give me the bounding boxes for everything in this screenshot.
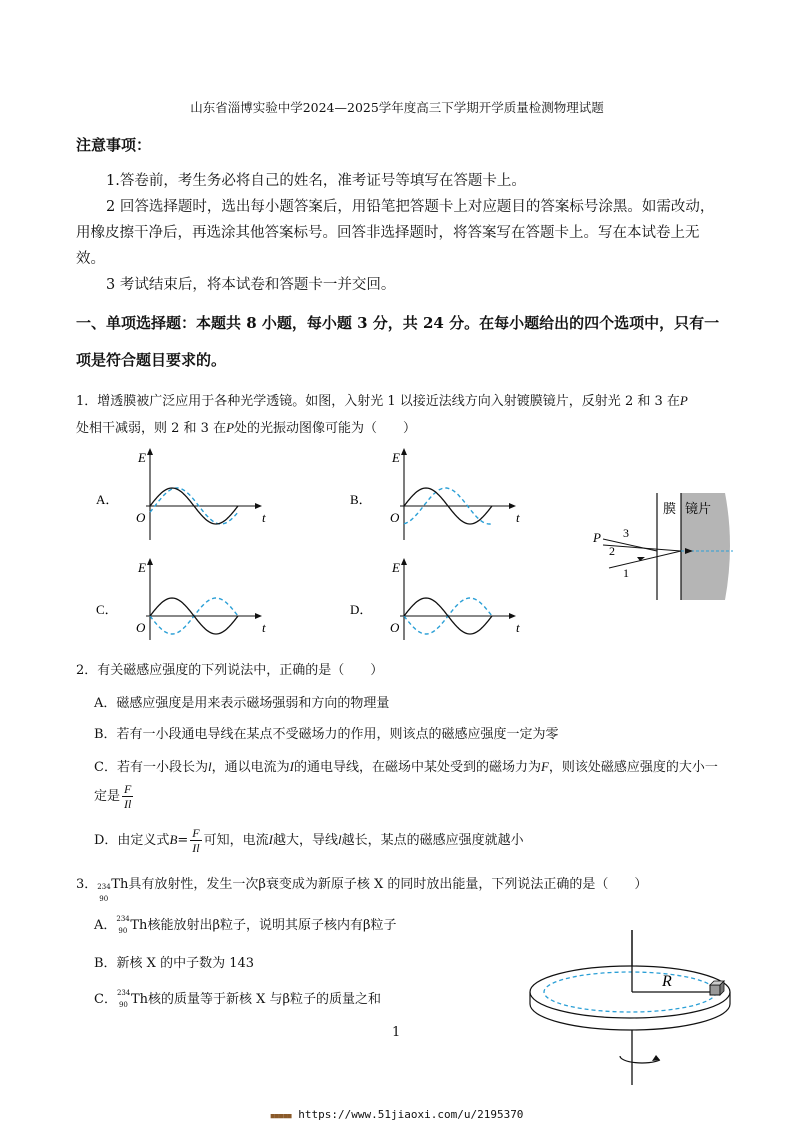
wave-graph-1	[350, 448, 520, 540]
notice-item-1: 1.答卷前，考生务必将自己的姓名，准考证号等填写在答题卡上。	[106, 173, 526, 189]
question-2-option-c: C．若有一小段长为l，通以电流为I的通电导线，在磁场中某处受到的磁场力为F，则该处磁感应强度的大小一定是 $\frac{F}{Il}$	[94, 759, 718, 811]
section-heading: 一、单项选择题：本题共 8 小题，每小题 3 分，共 24 分。在每小题给出的四个选项中，只有一项是符合题目要求的。	[76, 314, 720, 369]
axis-t-label: t	[262, 620, 266, 635]
notice-list	[76, 168, 716, 298]
ray-3-label: 3	[623, 526, 629, 540]
footer-url[interactable]: https://www.51jiaoxi.com/u/2195370	[298, 1108, 524, 1121]
question-3-option-c: C． 234 90 Th核的质量等于新核 X 与β粒子的质量之和	[94, 988, 382, 1009]
q1-wave-graphs	[0, 440, 560, 640]
notice-item-3: 3 考试结束后，将本试卷和答题卡一并交回。	[106, 277, 396, 293]
question-3-option-b: B．新核 X 的中子数为 143	[94, 956, 255, 971]
axis-t-label: t	[516, 620, 520, 635]
origin-label: O	[136, 510, 146, 525]
page-title: 山东省淄博实验中学2024—2025学年度高三下学期开学质量检测物理试题	[190, 100, 604, 115]
small-block	[710, 981, 724, 995]
turntable-diagram	[520, 930, 740, 1090]
wave-option-label: B．	[350, 492, 372, 507]
wave-graph-2	[96, 558, 266, 640]
axis-e-label: E	[392, 560, 400, 575]
origin-label: O	[390, 620, 400, 635]
isotope-th: 234 90	[97, 882, 111, 903]
question-2-stem: 2．有关磁感应强度的下列说法中，正确的是（ ）	[76, 663, 384, 678]
axis-e-label: E	[392, 450, 400, 465]
membrane-label: 膜	[663, 501, 677, 516]
notice-heading: 注意事项：	[76, 136, 152, 154]
fraction-f-over-il: $\frac{F}{Il}$	[124, 782, 132, 811]
question-3-stem: 3． 234 90 Th具有放射性，发生一次β衰变成为新原子核 X 的同时放出能量，下列说法正确的是（ ）	[76, 877, 648, 903]
question-3-option-a: A． 234 90 Th核能放射出β粒子，说明其原子核内有β粒子	[94, 914, 397, 935]
wave-option-label: D．	[350, 602, 373, 617]
axis-t-label: t	[516, 510, 520, 525]
q1-lens-diagram	[585, 485, 735, 605]
wave-option-label: A．	[96, 492, 119, 507]
footer	[0, 1108, 794, 1121]
footer-tag: ■■■■■	[270, 1112, 292, 1120]
origin-label: O	[390, 510, 400, 525]
ray-2-label: 2	[609, 544, 615, 558]
ray-1	[609, 551, 681, 568]
page-number: 1	[392, 1025, 401, 1040]
question-1-stem: 1．增透膜被广泛应用于各种光学透镜。如图，入射光 1 以接近法线方向入射镀膜镜片，反射光 2 和 3 在P 处相干减弱，则 2 和 3 在P处的光振动图像可能为（ ）	[76, 393, 688, 436]
axis-e-label: E	[138, 560, 146, 575]
wave-graph-0	[96, 448, 266, 540]
radius-label: R	[662, 973, 672, 990]
question-2-option-a: A．磁感应强度是用来表示磁场强弱和方向的物理量	[94, 696, 390, 711]
wave-graph-3	[350, 558, 520, 640]
fraction-f-over-il-d: $\frac{F}{Il}$	[192, 826, 200, 855]
lens-label: 镜片	[685, 501, 712, 516]
origin-label: O	[136, 620, 146, 635]
notice-item-2: 2 回答选择题时，选出每小题答案后，用铅笔把答题卡上对应题目的答案标号涂黑。如需改动，用橡皮擦干净后，再选涂其他答案标号。回答非选择题时，将答案写在答题卡上。写在本试卷上无效。	[76, 199, 715, 267]
axis-e-label: E	[138, 450, 146, 465]
point-p: P	[593, 530, 601, 545]
question-2-option-b: B．若有一小段通电导线在某点不受磁场力的作用，则该点的磁感应强度一定为零	[94, 727, 559, 742]
question-2-option-d: D．由定义式B= $\frac{F}{Il}$ 可知，电流I越大，导线l越长，某点的磁感应强度就越小	[94, 826, 524, 855]
wave-option-label: C．	[96, 602, 118, 617]
axis-t-label: t	[262, 510, 266, 525]
ray-1-label: 1	[623, 566, 629, 580]
